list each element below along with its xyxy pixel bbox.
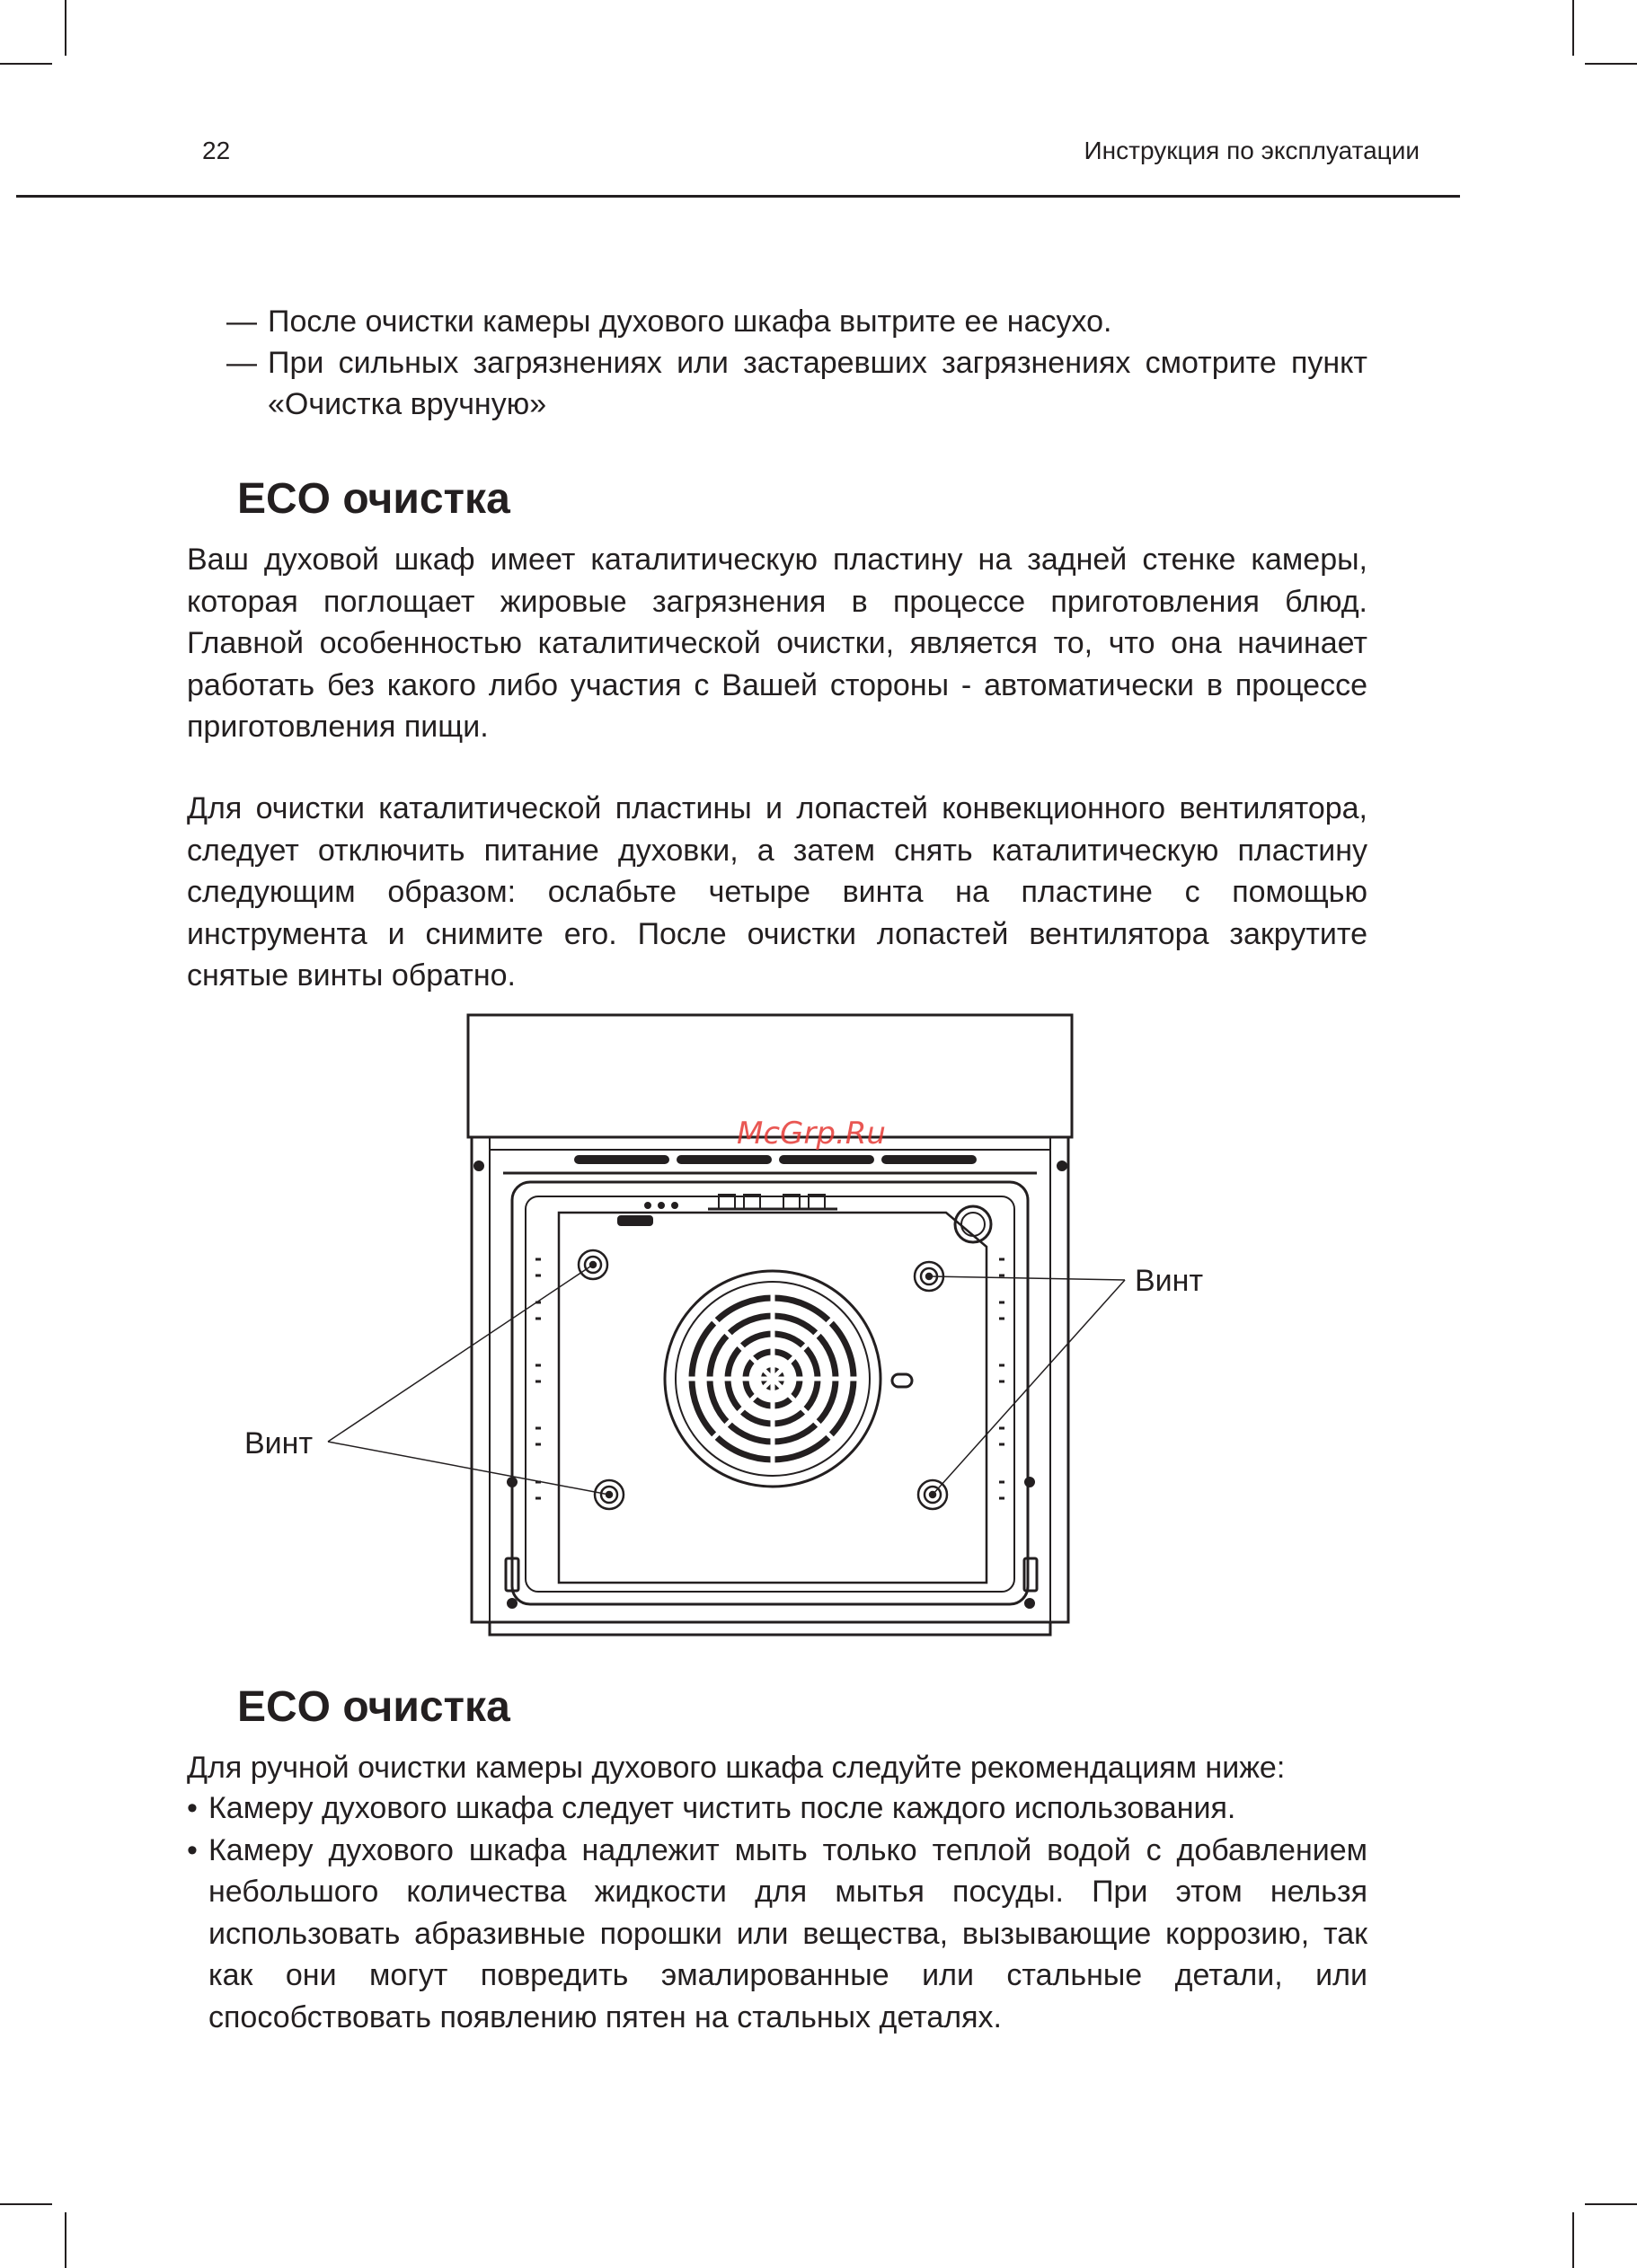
recommendation-list xyxy=(187,1787,1367,2038)
crop-mark xyxy=(1585,63,1637,65)
vent-slot xyxy=(882,1156,976,1163)
list-item-text: После очистки камеры духового шкафа вытрите ее насухо. xyxy=(268,304,1112,339)
crop-mark xyxy=(65,2212,66,2268)
intro-list xyxy=(226,301,1367,425)
header-rule xyxy=(16,195,1460,198)
oven-cavity xyxy=(512,1182,1028,1604)
crop-mark xyxy=(1585,2203,1637,2205)
leader-line xyxy=(328,1265,593,1442)
oven-plinth xyxy=(490,1622,1050,1635)
section-title: ECO очистка xyxy=(237,475,510,523)
paragraph: Для очистки каталитической пластины и лопастей конвекционного вентилятора, следует отключить питание духовки, а затем снять каталитическую пластину следующим образом: ослабьте четыре винта на пластине с помощью инструмента и снимите его. После очистки лопастей вентилятора закрутите снятые винты обратно. xyxy=(187,791,1367,993)
leader-line xyxy=(328,1442,609,1495)
hinge-slot xyxy=(1024,1558,1037,1591)
list-item xyxy=(226,342,1367,425)
list-item xyxy=(187,1830,1367,2039)
crop-mark xyxy=(1572,0,1574,56)
running-title: Инструкция по эксплуатации xyxy=(1084,137,1420,164)
bullet-marker: • xyxy=(187,1832,198,1867)
vent-slot xyxy=(780,1156,873,1163)
list-item-text: При сильных загрязнениях или застаревших загрязнениях смотрите пункт «Очистка вручную» xyxy=(268,346,1367,421)
paragraph: Ваш духовой шкаф имеет каталитическую пластину на задней стенке камеры, которая поглощает жировые загрязнения в процессе приготовления блюд. Главной особенностью каталитической очистки, является то, что она начинает работать без какого либо участия с Вашей стороны - автоматически в процессе приготовления пищи. xyxy=(187,543,1367,744)
convection-fan xyxy=(665,1271,912,1487)
vent-slot xyxy=(677,1156,771,1163)
crop-mark xyxy=(0,2203,52,2205)
vent-slot xyxy=(575,1156,668,1163)
crop-mark xyxy=(1572,2212,1574,2268)
list-item-text: Камеру духового шкафа надлежит мыть только теплой водой с добавлением небольшого количества жидкости для мытья посуды. При этом нельзя использовать абразивные порошки или вещества, вызывающие коррозию, так как они могут повредить эмалированные или стальные детали, или способствовать появлению пятен на стальных деталях. xyxy=(208,1832,1367,2034)
callout-label-left: Винт xyxy=(244,1426,314,1461)
crop-mark xyxy=(65,0,66,56)
crop-mark xyxy=(0,63,52,65)
watermark: McGrp.Ru xyxy=(737,1116,886,1152)
paragraph: Для ручной очистки камеры духового шкафа следуйте рекомендациям ниже: xyxy=(187,1751,1286,1785)
dash-marker: — xyxy=(226,304,257,339)
list-item xyxy=(187,1787,1367,1830)
list-item xyxy=(226,301,1367,342)
callout-label-right: Винт xyxy=(1135,1264,1204,1298)
dash-marker: — xyxy=(226,346,257,380)
bullet-marker: • xyxy=(187,1791,198,1825)
oven-diagram xyxy=(234,1006,1240,1653)
page-number: 22 xyxy=(202,137,231,164)
section-title: ECO очистка xyxy=(237,1683,510,1731)
list-item-text: Камеру духового шкафа следует чистить после каждого использования. xyxy=(208,1791,1236,1825)
